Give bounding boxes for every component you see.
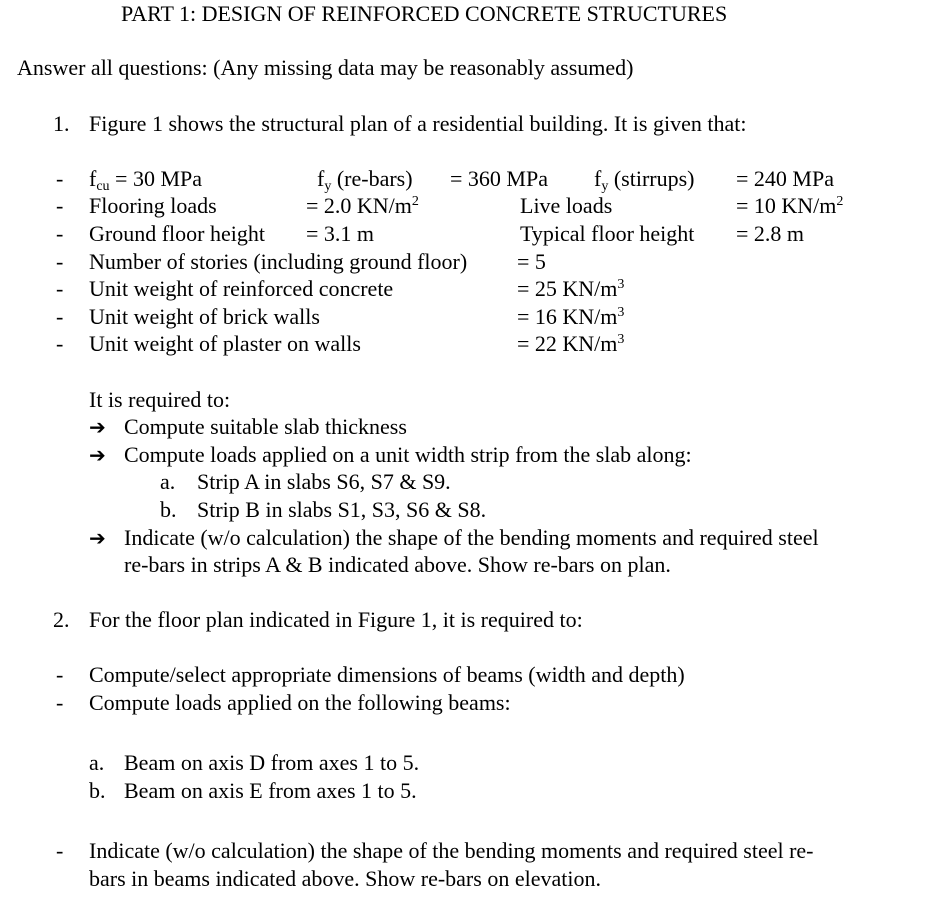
fy-subscript: y: [324, 179, 332, 194]
live-value: = 10 KN/m: [736, 193, 837, 218]
beam-e-text: Beam on axis E from axes 1 to 5.: [124, 778, 417, 803]
live-label: Live loads: [520, 193, 613, 218]
fcu-value: = 30 MPa: [115, 166, 203, 191]
typical-label: Typical floor height: [520, 221, 695, 246]
beam-moments-line2: bars in beams indicated above. Show re-bars on elevation.: [89, 866, 601, 891]
task-strip-a: Strip A in slabs S6, S7 & S9.: [197, 469, 451, 494]
ground-label: Ground floor height: [89, 221, 265, 246]
fy-rebars-item: [317, 166, 413, 194]
task-bending-moments-line2: re-bars in strips A & B indicated above. Show re-bars on plan.: [124, 552, 671, 577]
question-1-number: 1.: [53, 111, 70, 136]
live-value-item: [736, 195, 843, 217]
bullet-dash: -: [56, 166, 64, 191]
beam-e-label: b.: [89, 778, 106, 803]
fy-rebars-label: (re-bars): [336, 166, 413, 191]
flooring-label: Flooring loads: [89, 193, 217, 218]
instructions: Answer all questions: (Any missing data may be reasonably assumed): [17, 55, 634, 80]
cube-exponent: 3: [617, 277, 625, 292]
fy-stirrups-item: [594, 166, 695, 194]
square-exponent: 2: [411, 194, 419, 209]
bullet-dash: -: [56, 331, 64, 356]
rc-value: = 25 KN/m: [517, 276, 618, 301]
beam-dimensions-item: Compute/select appropriate dimensions of beams (width and depth): [89, 662, 685, 687]
question-1-intro: Figure 1 shows the structural plan of a residential building. It is given that:: [89, 111, 747, 136]
fy-stirrups-label: (stirrups): [613, 166, 695, 191]
bullet-dash: -: [56, 662, 64, 687]
bullet-dash: -: [56, 276, 64, 301]
flooring-value: = 2.0 KN/m: [306, 193, 412, 218]
bullet-dash: -: [56, 221, 64, 246]
ground-value: = 3.1 m: [306, 221, 375, 246]
task-strip-a-label: a.: [160, 469, 176, 494]
plaster-value-item: [517, 333, 624, 355]
arrow-right-icon: ➔: [89, 443, 106, 467]
plaster-value: = 22 KN/m: [517, 331, 618, 356]
question-2-intro: For the floor plan indicated in Figure 1, it is required to:: [89, 607, 583, 632]
required-intro: It is required to:: [89, 387, 231, 412]
cube-exponent: 3: [617, 305, 625, 320]
stories-value: = 5: [517, 249, 546, 274]
fcu-subscript: cu: [96, 179, 110, 194]
bullet-dash: -: [56, 690, 64, 715]
bullet-dash: -: [56, 193, 64, 218]
fy-symbol: f: [317, 166, 325, 191]
brick-label: Unit weight of brick walls: [89, 304, 320, 329]
fy-rebars-value: = 360 MPa: [450, 166, 548, 191]
rc-value-item: [517, 278, 624, 300]
question-2-number: 2.: [53, 607, 70, 632]
plaster-label: Unit weight of plaster on walls: [89, 331, 361, 356]
fcu-symbol: f: [89, 166, 97, 191]
fy-subscript: y: [601, 179, 609, 194]
rc-label: Unit weight of reinforced concrete: [89, 276, 394, 301]
task-strip-b: Strip B in slabs S1, S3, S6 & S8.: [197, 497, 487, 522]
bullet-dash: -: [56, 304, 64, 329]
square-exponent: 2: [836, 194, 844, 209]
fy-symbol: f: [594, 166, 602, 191]
flooring-value-item: [306, 195, 419, 217]
arrow-right-icon: ➔: [89, 526, 106, 550]
task-bending-moments-line1: Indicate (w/o calculation) the shape of the bending moments and required steel: [124, 525, 819, 550]
arrow-right-icon: ➔: [89, 415, 106, 439]
typical-value: = 2.8 m: [736, 221, 805, 246]
stories-label: Number of stories (including ground floor): [89, 249, 468, 274]
cube-exponent: 3: [617, 332, 625, 347]
beam-d-text: Beam on axis D from axes 1 to 5.: [124, 750, 420, 775]
brick-value: = 16 KN/m: [517, 304, 618, 329]
task-strip-b-label: b.: [160, 497, 177, 522]
beam-moments-line1: Indicate (w/o calculation) the shape of the bending moments and required steel re-: [89, 838, 814, 863]
bullet-dash: -: [56, 838, 64, 863]
fy-stirrups-value: = 240 MPa: [736, 166, 834, 191]
bullet-dash: -: [56, 249, 64, 274]
brick-value-item: [517, 306, 624, 328]
fcu-item: [89, 166, 203, 194]
task-strip-loads: Compute loads applied on a unit width strip from the slab along:: [124, 442, 692, 467]
beam-loads-item: Compute loads applied on the following beams:: [89, 690, 511, 715]
task-slab-thickness: Compute suitable slab thickness: [124, 414, 407, 439]
beam-d-label: a.: [89, 750, 105, 775]
page-title: PART 1: DESIGN OF REINFORCED CONCRETE STRUCTURES: [121, 1, 728, 26]
